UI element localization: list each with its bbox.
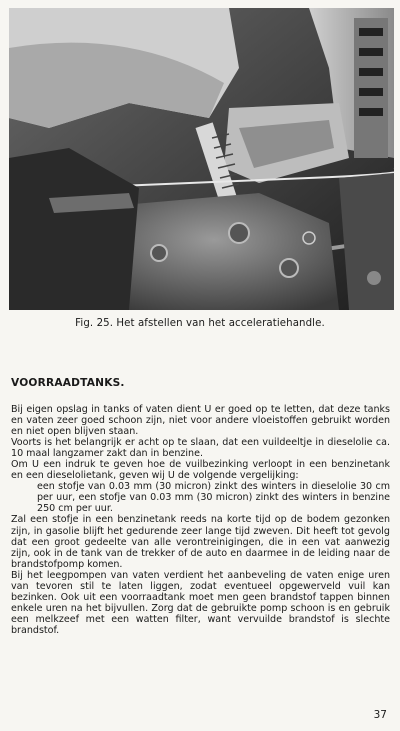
section-heading: VOORRAADTANKS.	[11, 377, 125, 389]
figure-caption: Fig. 25. Het afstellen van het acceleratiehandle.	[75, 318, 325, 329]
engine-photo	[9, 8, 394, 310]
engine-photo-illustration	[9, 8, 394, 310]
paragraph: Bij het leegpompen van vaten verdient het aanbeveling de vaten enige uren van tevoren stil te laten liggen, zodat eventueel opgewerveld vuil kan bezinken. Ook uit een voorraadtank moet men geen brandstof tappen binnen enkele uren na het bijvullen. Zorg dat de gebruikte pomp schoon is en gebruik een melkzeef met een watten filter, want vervuilde brandstof is slechte brandstof.	[11, 569, 390, 636]
paragraph: Om U een indruk te geven hoe de vuilbezinking verloopt in een benzinetank en een dieselolietank, geven wij U de volgende vergelijking:	[11, 459, 390, 482]
page-number: 37	[373, 709, 387, 721]
paragraph: Voorts is het belangrijk er acht op te slaan, dat een vuildeeltje in dieselolie ca. 10 maal langzamer zakt dan in benzine.	[11, 437, 390, 460]
paragraph: Bij eigen opslag in tanks of vaten dient U er goed op te letten, dat deze tanks en vaten zeer goed schoon zijn, niet voor andere vloeistoffen gebruikt worden en niet open blijven staan.	[11, 404, 390, 438]
comparison-paragraph: een stofje van 0.03 mm (30 micron) zinkt des winters in dieselolie 30 cm per uur, een stofje van 0.03 mm (30 micron) zinkt des winters in benzine 250 cm per uur.	[37, 481, 390, 515]
section-body	[11, 404, 390, 636]
paragraph: Zal een stofje in een benzinetank reeds na korte tijd op de bodem gezonken zijn, in gasolie blijft het gedurende zeer lange tijd zweven. Dit heeft tot gevolg dat een groot gedeelte van alle verontreinigingen, die in een vat aanwezig zijn, ook in de tank van de trekker of de auto en daarmee in de leiding naar de brandstofpomp komen.	[11, 514, 390, 570]
